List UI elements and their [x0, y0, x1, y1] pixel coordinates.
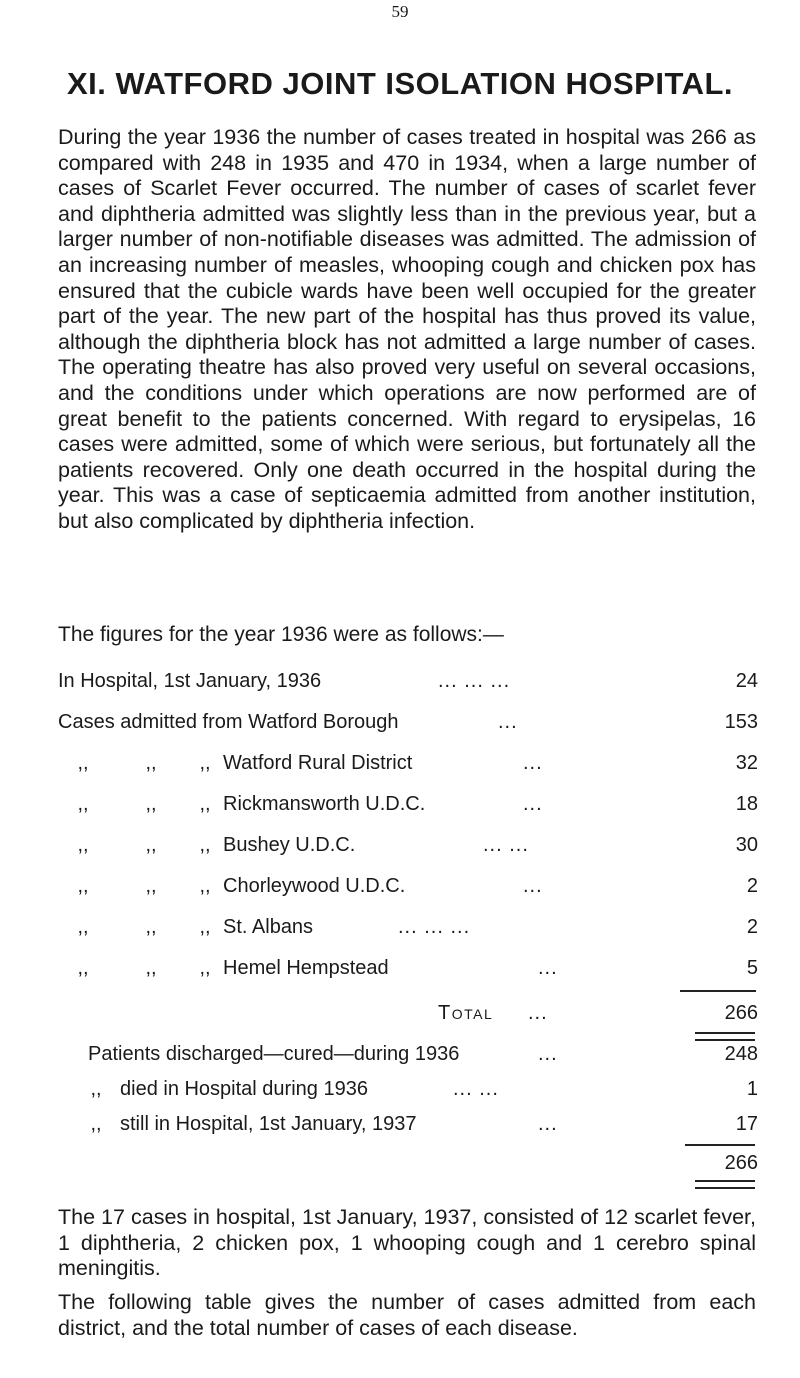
admission-row: [58, 793, 758, 821]
admission-first-label: Cases admitted from Watford Borough: [58, 711, 399, 733]
discharged-label: Patients discharged—cured—during 1936: [88, 1043, 460, 1065]
subtotal-rule: [680, 990, 756, 992]
total-dots: ...: [528, 1002, 548, 1024]
patients-discharged-row: [58, 1043, 758, 1071]
patients-subtotal-rule: [685, 1144, 755, 1146]
district-value: 32: [735, 752, 758, 774]
ditto-mark: ,,: [145, 752, 157, 774]
ditto-mark: ,,: [199, 834, 211, 856]
district-dots: ...: [523, 752, 543, 774]
page-number: 59: [391, 2, 409, 21]
ditto-mark: ,,: [145, 916, 157, 938]
admission-row: [58, 916, 758, 944]
ditto-mark: ,,: [90, 1113, 102, 1135]
ditto-mark: ,,: [77, 793, 89, 815]
admission-row: [58, 834, 758, 862]
section-heading: XI. WATFORD JOINT ISOLATION HOSPITAL.: [66, 66, 734, 101]
district-dots: ... ...: [483, 834, 529, 856]
died-label: died in Hospital during 1936: [120, 1078, 368, 1100]
district-label: St. Albans: [223, 916, 314, 938]
district-label: Bushey U.D.C.: [223, 834, 356, 856]
district-dots: ...: [523, 793, 543, 815]
still-label: still in Hospital, 1st January, 1937: [120, 1113, 417, 1135]
still-value: 17: [735, 1113, 758, 1135]
died-dots: ... ...: [453, 1078, 499, 1100]
ditto-mark: ,,: [145, 834, 157, 856]
total-label: Total: [438, 1002, 494, 1024]
in-hospital-label: In Hospital, 1st January, 1936: [58, 670, 322, 692]
ditto-mark: ,,: [77, 875, 89, 897]
ditto-mark: ,,: [90, 1078, 102, 1100]
ditto-mark: ,,: [145, 875, 157, 897]
district-label: Rickmansworth U.D.C.: [223, 793, 426, 815]
total-value: 266: [724, 1002, 758, 1024]
district-dots: ...: [538, 957, 558, 979]
died-value: 1: [746, 1078, 758, 1100]
discharged-dots: ...: [538, 1043, 558, 1065]
admission-row-watford-borough: [58, 711, 758, 739]
closing-paragraph: The following table gives the number of cases admitted from each district, and the total number of cases of each disease.: [58, 1290, 756, 1340]
district-value: 2: [746, 875, 758, 897]
district-value: 5: [746, 957, 758, 979]
admission-first-dots: ...: [498, 711, 518, 733]
patients-still-row: [58, 1113, 758, 1141]
ditto-mark: ,,: [77, 957, 89, 979]
patients-total-value: 266: [724, 1152, 758, 1174]
ditto-mark: ,,: [77, 752, 89, 774]
district-label: Watford Rural District: [223, 752, 413, 774]
patients-double-rule: [695, 1180, 755, 1189]
ditto-mark: ,,: [199, 957, 211, 979]
district-value: 2: [746, 916, 758, 938]
figures-lead-in: The figures for the year 1936 were as follows:—: [58, 623, 504, 646]
ditto-mark: ,,: [199, 793, 211, 815]
ditto-mark: ,,: [145, 793, 157, 815]
in-hospital-row: [58, 670, 758, 698]
admission-total-row: [58, 1002, 758, 1030]
in-hospital-dots: ... ... ...: [438, 670, 511, 692]
patients-total-row: [58, 1152, 758, 1180]
discharged-value: 248: [724, 1043, 758, 1065]
admission-first-value: 153: [724, 711, 758, 733]
admission-row: [58, 957, 758, 985]
summary-paragraph: The 17 cases in hospital, 1st January, 1937, consisted of 12 scarlet fever, 1 diphtheria, 2 chicken pox, 1 whooping cough and 1 cerebro spinal meningitis.: [58, 1205, 756, 1281]
in-hospital-value: 24: [735, 670, 758, 692]
district-label: Chorleywood U.D.C.: [223, 875, 406, 897]
district-dots: ...: [523, 875, 543, 897]
district-label: Hemel Hempstead: [223, 957, 389, 979]
admission-row: [58, 875, 758, 903]
ditto-mark: ,,: [77, 834, 89, 856]
still-dots: ...: [538, 1113, 558, 1135]
ditto-mark: ,,: [199, 752, 211, 774]
ditto-mark: ,,: [199, 875, 211, 897]
ditto-mark: ,,: [145, 957, 157, 979]
ditto-mark: ,,: [199, 916, 211, 938]
patients-died-row: [58, 1078, 758, 1106]
ditto-mark: ,,: [77, 916, 89, 938]
district-value: 30: [735, 834, 758, 856]
district-value: 18: [735, 793, 758, 815]
total-double-rule: [695, 1032, 755, 1041]
admission-row: [58, 752, 758, 780]
intro-paragraph: During the year 1936 the number of cases treated in hospital was 266 as compared with 248 in 1935 and 470 in 1934, when a large number of cases of Scarlet Fever occurred. The number of cases of scarlet fever and diphtheria admitted was slightly less than in the previous year, but a larger number of non-notifiable diseases was admitted. The admission of an increasing number of measles, whooping cough and chicken pox has ensured that the cubicle wards have been well occupied for the greater part of the year. The new part of the hospital has thus proved its value, although the diphtheria block has not admitted a large number of cases. The operating theatre has also proved very useful on several occasions, and the conditions under which operations are now performed are of great benefit to the patients concerned. With regard to erysipelas, 16 cases were admitted, some of which were serious, but fortunately all the patients recovered. Only one death occurred in the hospital during the year. This was a case of septicaemia admitted from another institution, but also complicated by diphtheria infection.: [58, 125, 756, 533]
district-dots: ... ... ...: [398, 916, 471, 938]
